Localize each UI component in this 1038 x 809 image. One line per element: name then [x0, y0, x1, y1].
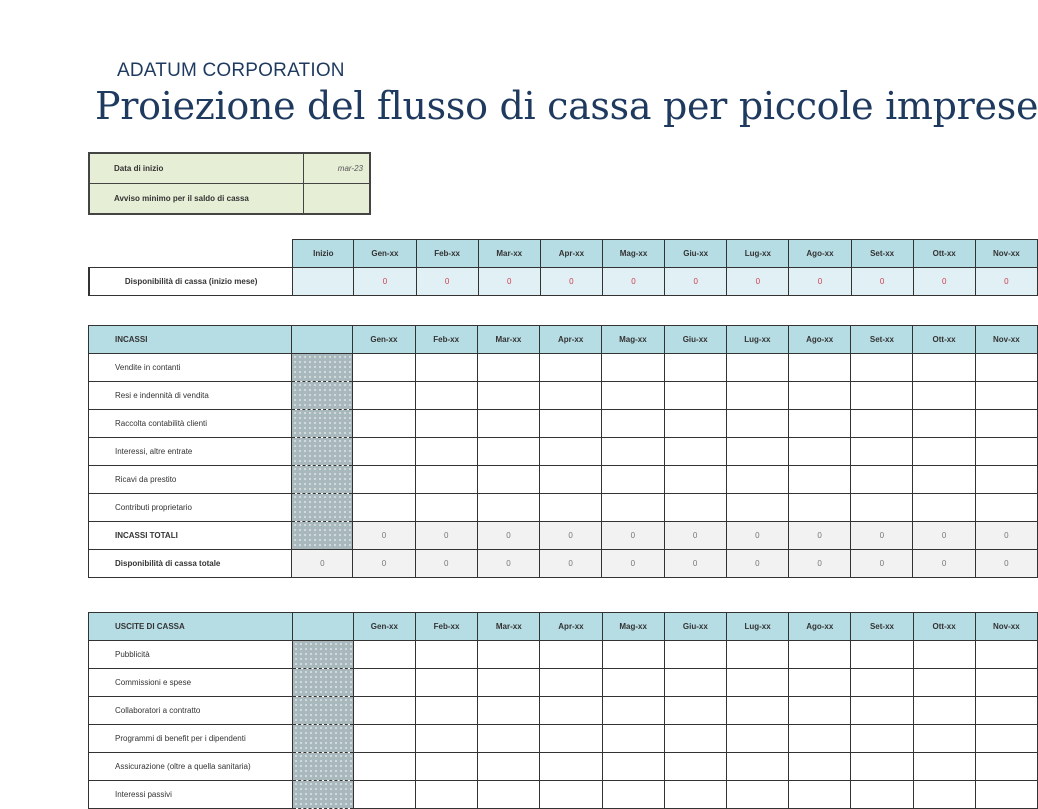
payments-row-label: Programmi di benefit per i dipendenti	[89, 725, 293, 753]
month-header: Feb-xx	[415, 613, 477, 641]
month-header: Gen-xx	[353, 326, 415, 354]
input-cell[interactable]	[913, 354, 975, 382]
total-value-cell: 0	[726, 522, 788, 550]
input-cell[interactable]	[726, 641, 788, 669]
month-header: Gen-xx	[354, 240, 416, 268]
input-cell[interactable]	[602, 753, 664, 781]
payments-row-label: Collaboratori a contratto	[89, 697, 293, 725]
receipts-row	[89, 382, 1038, 410]
input-cell[interactable]	[540, 382, 602, 410]
input-cell[interactable]	[789, 382, 851, 410]
payments-row-label: Interessi passivi	[89, 781, 293, 809]
input-cell[interactable]	[975, 354, 1037, 382]
input-cell[interactable]	[540, 697, 602, 725]
receipts-total-label: INCASSI TOTALI	[89, 522, 292, 550]
input-cell[interactable]	[975, 382, 1037, 410]
payments-row	[89, 669, 1038, 697]
month-header: Apr-xx	[540, 240, 602, 268]
disabled-cell	[292, 494, 353, 522]
input-cell[interactable]	[540, 781, 602, 809]
available-value-cell: 0	[975, 550, 1037, 578]
input-cell[interactable]	[540, 466, 602, 494]
payments-section-label: USCITE DI CASSA	[89, 613, 293, 641]
input-cell[interactable]	[975, 697, 1037, 725]
blank-cell	[89, 240, 293, 268]
input-cell[interactable]	[851, 466, 913, 494]
disabled-cell	[292, 410, 353, 438]
opening-balance-label: Disponibilità di cassa (inizio mese)	[89, 268, 293, 296]
input-cell[interactable]	[540, 354, 602, 382]
month-header: Ott-xx	[913, 613, 975, 641]
input-cell[interactable]	[975, 438, 1037, 466]
input-cell[interactable]	[789, 753, 851, 781]
month-header: Giu-xx	[664, 613, 726, 641]
input-cell[interactable]	[540, 641, 602, 669]
input-cell[interactable]	[477, 466, 539, 494]
input-cell[interactable]	[789, 669, 851, 697]
input-cell[interactable]	[664, 781, 726, 809]
input-cell[interactable]	[664, 466, 726, 494]
settings-box	[88, 152, 371, 215]
input-cell[interactable]	[602, 354, 664, 382]
input-cell[interactable]	[540, 669, 602, 697]
input-cell[interactable]	[478, 641, 540, 669]
input-cell[interactable]	[415, 697, 477, 725]
receipts-row	[89, 466, 1038, 494]
total-value-cell: 0	[851, 522, 913, 550]
receipts-row	[89, 438, 1038, 466]
input-cell[interactable]	[913, 669, 975, 697]
input-cell[interactable]	[477, 494, 539, 522]
available-value-cell: 0	[353, 550, 415, 578]
company-name: ADATUM CORPORATION	[117, 60, 345, 81]
opening-value-cell: 0	[416, 268, 478, 296]
input-cell[interactable]	[415, 781, 477, 809]
month-header: Lug-xx	[726, 613, 788, 641]
page-title: Proiezione del flusso di cassa per piccole imprese	[95, 84, 1038, 128]
payments-row	[89, 781, 1038, 809]
input-cell[interactable]	[975, 725, 1037, 753]
receipts-row	[89, 354, 1038, 382]
disabled-cell	[292, 466, 353, 494]
input-cell[interactable]	[851, 781, 913, 809]
start-date-value[interactable]: mar-23	[304, 153, 371, 184]
input-cell[interactable]	[789, 697, 851, 725]
input-cell[interactable]	[415, 466, 477, 494]
receipts-row-label: Resi e indennità di vendita	[89, 382, 292, 410]
input-cell[interactable]	[664, 669, 726, 697]
input-cell[interactable]	[602, 697, 664, 725]
disabled-cell	[293, 781, 354, 809]
input-cell[interactable]	[851, 697, 913, 725]
input-cell[interactable]	[975, 669, 1037, 697]
receipts-table	[88, 325, 1038, 578]
opening-value-cell: 0	[789, 268, 851, 296]
input-cell[interactable]	[478, 669, 540, 697]
min-alert-value[interactable]	[304, 184, 371, 215]
receipts-row-label: Ricavi da prestito	[89, 466, 292, 494]
input-cell[interactable]	[353, 354, 415, 382]
input-cell[interactable]	[851, 725, 913, 753]
input-cell[interactable]	[415, 725, 477, 753]
input-cell[interactable]	[415, 354, 477, 382]
input-cell[interactable]	[353, 382, 415, 410]
opening-value-cell: 0	[851, 268, 913, 296]
receipts-row-label: Vendite in contanti	[89, 354, 292, 382]
input-cell[interactable]	[477, 410, 539, 438]
input-cell[interactable]	[477, 354, 539, 382]
month-header: Nov-xx	[975, 326, 1037, 354]
month-header: Ago-xx	[789, 613, 851, 641]
opening-value-cell: 0	[354, 268, 416, 296]
input-cell[interactable]	[602, 781, 664, 809]
month-header: Giu-xx	[664, 326, 726, 354]
input-cell[interactable]	[726, 753, 788, 781]
input-cell[interactable]	[353, 781, 415, 809]
input-cell[interactable]	[726, 382, 788, 410]
input-cell[interactable]	[913, 753, 975, 781]
input-cell[interactable]	[975, 641, 1037, 669]
month-header: Nov-xx	[975, 613, 1037, 641]
month-header: Lug-xx	[727, 240, 789, 268]
total-value-cell: 0	[415, 522, 477, 550]
input-cell[interactable]	[353, 438, 415, 466]
input-cell[interactable]	[477, 382, 539, 410]
opening-balance-table	[88, 239, 1038, 296]
input-cell[interactable]	[415, 669, 477, 697]
input-cell[interactable]	[602, 494, 664, 522]
init-header: Inizio	[293, 240, 354, 268]
receipts-header-row	[89, 326, 1038, 354]
input-cell[interactable]	[975, 466, 1037, 494]
month-header: Set-xx	[851, 613, 913, 641]
month-header: Apr-xx	[540, 613, 602, 641]
input-cell[interactable]	[478, 753, 540, 781]
receipts-row-label: Interessi, altre entrate	[89, 438, 292, 466]
input-cell[interactable]	[540, 494, 602, 522]
payments-row-label: Assicurazione (oltre a quella sanitaria)	[89, 753, 293, 781]
opening-value-cell: 0	[540, 268, 602, 296]
total-value-cell: 0	[975, 522, 1037, 550]
min-alert-label: Avviso minimo per il saldo di cassa	[89, 184, 304, 215]
input-cell[interactable]	[540, 753, 602, 781]
input-cell[interactable]	[478, 725, 540, 753]
input-cell[interactable]	[540, 438, 602, 466]
input-cell[interactable]	[789, 354, 851, 382]
input-cell[interactable]	[664, 410, 726, 438]
input-cell[interactable]	[478, 697, 540, 725]
input-cell[interactable]	[726, 354, 788, 382]
month-header: Nov-xx	[975, 240, 1037, 268]
input-cell[interactable]	[664, 354, 726, 382]
input-cell[interactable]	[664, 697, 726, 725]
disabled-cell	[292, 522, 353, 550]
month-header: Feb-xx	[415, 326, 477, 354]
receipts-row	[89, 410, 1038, 438]
input-cell[interactable]	[353, 753, 415, 781]
input-cell[interactable]	[602, 641, 664, 669]
input-cell[interactable]	[602, 382, 664, 410]
init-header-empty	[292, 326, 353, 354]
available-init-cell: 0	[292, 550, 353, 578]
opening-init-cell[interactable]	[293, 268, 354, 296]
input-cell[interactable]	[789, 466, 851, 494]
receipts-row	[89, 494, 1038, 522]
available-cash-label: Disponibilità di cassa totale	[89, 550, 292, 578]
input-cell[interactable]	[789, 494, 851, 522]
input-cell[interactable]	[415, 382, 477, 410]
input-cell[interactable]	[726, 781, 788, 809]
input-cell[interactable]	[913, 641, 975, 669]
month-header: Ott-xx	[913, 240, 975, 268]
input-cell[interactable]	[602, 410, 664, 438]
input-cell[interactable]	[913, 382, 975, 410]
input-cell[interactable]	[664, 438, 726, 466]
total-value-cell: 0	[540, 522, 602, 550]
input-cell[interactable]	[913, 725, 975, 753]
receipts-section-label: INCASSI	[89, 326, 292, 354]
input-cell[interactable]	[415, 494, 477, 522]
month-header: Mag-xx	[602, 240, 664, 268]
input-cell[interactable]	[975, 781, 1037, 809]
total-value-cell: 0	[664, 522, 726, 550]
input-cell[interactable]	[975, 410, 1037, 438]
month-header: Gen-xx	[353, 613, 415, 641]
input-cell[interactable]	[415, 410, 477, 438]
input-cell[interactable]	[540, 725, 602, 753]
receipts-total-row	[89, 522, 1038, 550]
input-cell[interactable]	[664, 494, 726, 522]
opening-value-cell: 0	[913, 268, 975, 296]
month-header: Ago-xx	[789, 326, 851, 354]
input-cell[interactable]	[477, 438, 539, 466]
input-cell[interactable]	[726, 725, 788, 753]
opening-value-cell: 0	[727, 268, 789, 296]
input-cell[interactable]	[851, 669, 913, 697]
input-cell[interactable]	[353, 410, 415, 438]
input-cell[interactable]	[664, 753, 726, 781]
month-header: Ago-xx	[789, 240, 851, 268]
available-value-cell: 0	[540, 550, 602, 578]
payments-row	[89, 725, 1038, 753]
input-cell[interactable]	[602, 466, 664, 494]
month-header: Giu-xx	[665, 240, 727, 268]
input-cell[interactable]	[602, 669, 664, 697]
input-cell[interactable]	[353, 641, 415, 669]
disabled-cell	[293, 753, 354, 781]
receipts-row-label: Contributi proprietario	[89, 494, 292, 522]
input-cell[interactable]	[913, 697, 975, 725]
input-cell[interactable]	[664, 641, 726, 669]
disabled-cell	[292, 354, 353, 382]
month-header: Set-xx	[851, 326, 913, 354]
input-cell[interactable]	[851, 354, 913, 382]
input-cell[interactable]	[789, 725, 851, 753]
payments-table	[88, 612, 1038, 809]
input-cell[interactable]	[913, 494, 975, 522]
init-header-empty	[293, 613, 354, 641]
opening-value-cell: 0	[602, 268, 664, 296]
input-cell[interactable]	[851, 641, 913, 669]
opening-value-cell: 0	[665, 268, 727, 296]
input-cell[interactable]	[975, 753, 1037, 781]
input-cell[interactable]	[353, 725, 415, 753]
total-value-cell: 0	[353, 522, 415, 550]
opening-value-cell: 0	[975, 268, 1037, 296]
payments-header-row	[89, 613, 1038, 641]
opening-balance-row	[89, 268, 1038, 296]
input-cell[interactable]	[353, 697, 415, 725]
input-cell[interactable]	[726, 438, 788, 466]
input-cell[interactable]	[913, 410, 975, 438]
input-cell[interactable]	[851, 438, 913, 466]
input-cell[interactable]	[664, 382, 726, 410]
payments-row	[89, 641, 1038, 669]
month-header: Set-xx	[851, 240, 913, 268]
input-cell[interactable]	[478, 781, 540, 809]
input-cell[interactable]	[789, 438, 851, 466]
input-cell[interactable]	[415, 641, 477, 669]
input-cell[interactable]	[851, 410, 913, 438]
input-cell[interactable]	[602, 438, 664, 466]
input-cell[interactable]	[353, 466, 415, 494]
input-cell[interactable]	[726, 494, 788, 522]
available-cash-row	[89, 550, 1038, 578]
input-cell[interactable]	[913, 466, 975, 494]
input-cell[interactable]	[540, 410, 602, 438]
input-cell[interactable]	[726, 466, 788, 494]
available-value-cell: 0	[913, 550, 975, 578]
month-header: Mag-xx	[602, 613, 664, 641]
input-cell[interactable]	[726, 669, 788, 697]
available-value-cell: 0	[602, 550, 664, 578]
month-header: Mar-xx	[477, 326, 539, 354]
receipts-row-label: Raccolta contabilità clienti	[89, 410, 292, 438]
month-header: Ott-xx	[913, 326, 975, 354]
start-date-label: Data di inizio	[89, 153, 304, 184]
disabled-cell	[293, 641, 354, 669]
available-value-cell: 0	[789, 550, 851, 578]
payments-row-label: Pubblicità	[89, 641, 293, 669]
payments-row	[89, 753, 1038, 781]
payments-row-label: Commissioni e spese	[89, 669, 293, 697]
total-value-cell: 0	[913, 522, 975, 550]
available-value-cell: 0	[664, 550, 726, 578]
total-value-cell: 0	[477, 522, 539, 550]
total-value-cell: 0	[789, 522, 851, 550]
month-header: Mar-xx	[478, 240, 540, 268]
available-value-cell: 0	[477, 550, 539, 578]
input-cell[interactable]	[353, 494, 415, 522]
total-value-cell: 0	[602, 522, 664, 550]
opening-header-row	[89, 240, 1038, 268]
input-cell[interactable]	[913, 781, 975, 809]
input-cell[interactable]	[664, 725, 726, 753]
available-value-cell: 0	[415, 550, 477, 578]
input-cell[interactable]	[353, 669, 415, 697]
input-cell[interactable]	[975, 494, 1037, 522]
month-header: Mag-xx	[602, 326, 664, 354]
input-cell[interactable]	[726, 410, 788, 438]
input-cell[interactable]	[913, 438, 975, 466]
disabled-cell	[293, 725, 354, 753]
disabled-cell	[292, 382, 353, 410]
input-cell[interactable]	[726, 697, 788, 725]
input-cell[interactable]	[789, 781, 851, 809]
disabled-cell	[293, 697, 354, 725]
input-cell[interactable]	[851, 494, 913, 522]
input-cell[interactable]	[789, 641, 851, 669]
payments-row	[89, 697, 1038, 725]
available-value-cell: 0	[726, 550, 788, 578]
input-cell[interactable]	[602, 725, 664, 753]
start-date-row	[89, 153, 370, 184]
month-header: Mar-xx	[478, 613, 540, 641]
input-cell[interactable]	[851, 753, 913, 781]
input-cell[interactable]	[851, 382, 913, 410]
min-alert-row	[89, 184, 370, 215]
opening-value-cell: 0	[478, 268, 540, 296]
month-header: Feb-xx	[416, 240, 478, 268]
disabled-cell	[292, 438, 353, 466]
month-header: Apr-xx	[540, 326, 602, 354]
input-cell[interactable]	[415, 438, 477, 466]
input-cell[interactable]	[415, 753, 477, 781]
month-header: Lug-xx	[726, 326, 788, 354]
input-cell[interactable]	[789, 410, 851, 438]
available-value-cell: 0	[851, 550, 913, 578]
disabled-cell	[293, 669, 354, 697]
